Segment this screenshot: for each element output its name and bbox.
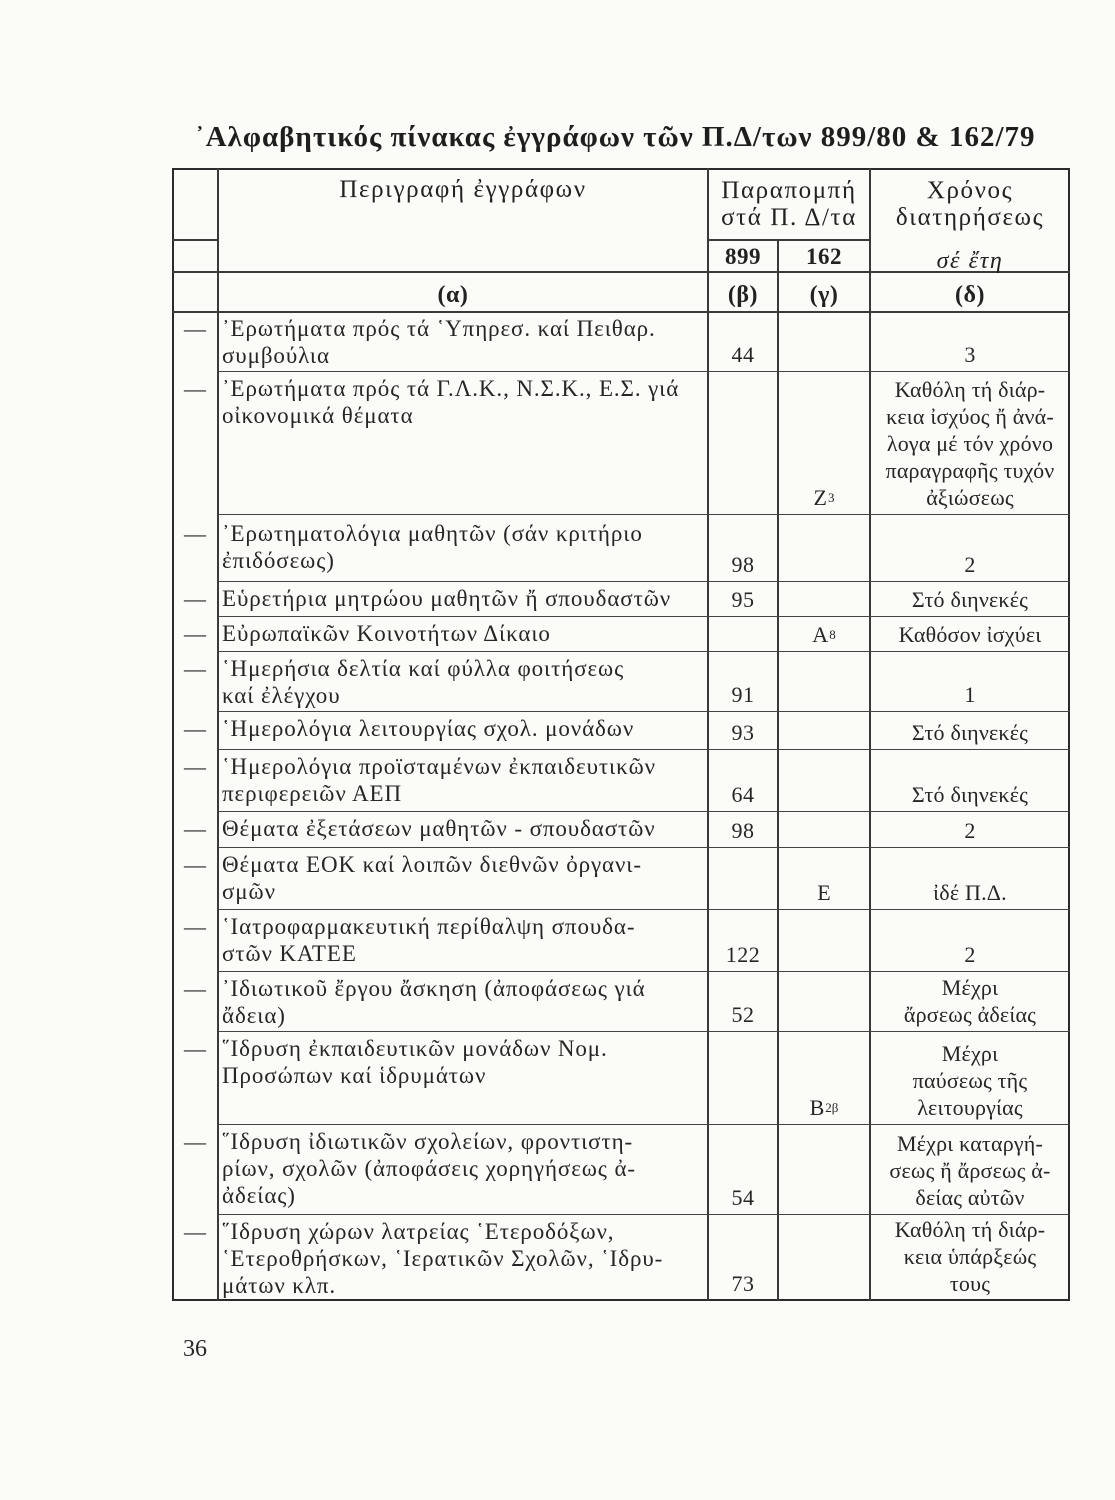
description-cell — [222, 848, 706, 909]
retention-line: ἄρσεως ἀδείας — [903, 1002, 1037, 1027]
pd-162-cell — [778, 582, 870, 616]
pd-162-index: 8 — [829, 627, 836, 642]
description-line: Θέματα ἐξετάσεων μαθητῶν - σπουδαστῶν — [222, 816, 656, 841]
header-description — [218, 176, 708, 203]
table-rule — [707, 239, 871, 241]
header-reference-line: στά Π. Δ/τα — [721, 204, 857, 231]
table-row — [184, 617, 1070, 652]
retention-line: σεως ἤ ἄρσεως ἀ- — [889, 1158, 1051, 1183]
table-row — [184, 1215, 1070, 1300]
description-line: σμῶν — [222, 879, 276, 904]
header-retention — [870, 177, 1070, 231]
description-line: οἰκονομικά θέματα — [222, 403, 414, 428]
pd-162-cell — [778, 812, 870, 847]
table-row — [184, 712, 1070, 750]
retention-line: Μέχρι καταργή- — [896, 1131, 1044, 1156]
pd-162-cell — [778, 910, 870, 971]
table-row — [184, 652, 1070, 712]
table-row — [184, 582, 1070, 617]
pd-162-letter: Ζ — [813, 485, 827, 510]
row-marker: — — [184, 1219, 206, 1244]
row-marker: — — [184, 1036, 206, 1061]
description-cell — [222, 582, 706, 616]
retention-line: κεια ὑπάρξεώς — [903, 1244, 1037, 1269]
retention-line: 2 — [964, 552, 976, 577]
description-line: μάτων κλπ. — [222, 1273, 337, 1298]
retention-line: Στό διηνεκές — [911, 587, 1029, 612]
retention-line: 2 — [964, 942, 976, 967]
pd-162-cell — [778, 1125, 870, 1214]
row-marker: — — [184, 816, 206, 841]
description-cell — [222, 1032, 706, 1124]
description-line: ᾿Ερωτήματα πρός τά Γ.Λ.Κ., Ν.Σ.Κ., Ε.Σ. γιά — [222, 376, 680, 401]
pd-162-value — [778, 621, 870, 648]
pd-899-cell — [708, 1125, 778, 1214]
description-cell — [222, 312, 706, 371]
pd-899-value: 52 — [731, 1002, 755, 1027]
table-row — [184, 1125, 1070, 1215]
retention-line: Μέχρι — [941, 1041, 999, 1066]
row-marker: — — [184, 621, 206, 646]
pd-162-cell — [778, 312, 870, 371]
description-line: ἐπιδόσεως) — [222, 548, 335, 573]
pd-162-cell — [778, 617, 870, 651]
retention-line: λογα μέ τόν χρόνο — [886, 431, 1054, 456]
description-line: συμβούλια — [222, 343, 330, 368]
page-number: 36 — [183, 1336, 207, 1362]
pd-162-value — [778, 484, 870, 511]
table-row — [184, 812, 1070, 848]
description-cell — [222, 972, 706, 1031]
row-marker: — — [184, 521, 206, 546]
table-rule — [172, 239, 218, 241]
retention-line: κεια ἰσχύος ἤ ἀνά- — [886, 404, 1054, 429]
retention-line: ἀξιώσεως — [926, 485, 1014, 510]
pd-162-index: 3 — [827, 490, 835, 505]
description-cell — [222, 652, 706, 711]
retention-cell — [870, 372, 1070, 514]
header-pd-162: 162 — [806, 244, 842, 269]
header-pd-899: 899 — [725, 244, 761, 269]
pd-162-letter: Ε — [817, 880, 831, 905]
pd-899-cell — [708, 848, 778, 909]
row-marker: — — [184, 914, 206, 939]
pd-899-cell — [708, 312, 778, 371]
pd-899-value: 98 — [731, 818, 755, 843]
header-reference-line: Παραπομπή — [721, 177, 857, 204]
retention-line: Καθόλη τή διάρ- — [894, 377, 1046, 402]
retention-line: λειτουργίας — [917, 1095, 1023, 1120]
description-line: περιφερειῶν ΑΕΠ — [222, 781, 402, 806]
row-marker: — — [184, 656, 206, 681]
table-row — [184, 515, 1070, 582]
table-row — [184, 972, 1070, 1032]
retention-cell — [870, 848, 1070, 909]
pd-162-cell — [778, 1032, 870, 1124]
description-line: Θέματα ΕΟΚ καί λοιπῶν διεθνῶν ὀργανι- — [222, 852, 642, 877]
description-line: ῞Ιδρυση ἐκπαιδευτικῶν μονάδων Νομ. — [222, 1036, 608, 1061]
retention-cell — [870, 1215, 1070, 1300]
pd-162-cell — [778, 1215, 870, 1300]
retention-line: τους — [949, 1271, 991, 1296]
retention-cell — [870, 1032, 1070, 1124]
description-cell — [222, 617, 706, 651]
retention-line: ἰδέ Π.Δ. — [933, 880, 1007, 905]
row-marker: — — [184, 716, 206, 741]
pd-899-cell — [708, 712, 778, 749]
retention-line: Καθόσον ἰσχύει — [898, 622, 1042, 647]
retention-line: παραγραφῆς τυχόν — [885, 458, 1055, 483]
pd-162-cell — [778, 515, 870, 581]
pd-899-value: 91 — [731, 682, 755, 707]
retention-cell — [870, 312, 1070, 371]
description-line: καί ἐλέγχου — [222, 683, 341, 708]
pd-899-cell — [708, 750, 778, 811]
description-cell — [222, 1215, 706, 1300]
description-cell — [222, 1125, 706, 1214]
row-marker: — — [184, 1129, 206, 1154]
retention-line: Στό διηνεκές — [911, 782, 1029, 807]
pd-899-cell — [708, 372, 778, 514]
row-marker: — — [184, 316, 206, 341]
pd-899-value: 93 — [731, 720, 755, 745]
pd-162-cell — [778, 652, 870, 711]
description-cell — [222, 712, 706, 749]
description-line: ῾Ημερολόγια λειτουργίας σχολ. μονάδων — [222, 716, 635, 741]
pd-162-letter: Α — [812, 622, 829, 647]
pd-899-value: 122 — [725, 942, 761, 967]
retention-line: Μέχρι — [941, 975, 999, 1000]
description-cell — [222, 750, 706, 811]
table-row — [184, 848, 1070, 910]
column-label-a: (α) — [437, 282, 469, 308]
pd-162-cell — [778, 372, 870, 514]
table-row — [184, 1032, 1070, 1125]
retention-cell — [870, 582, 1070, 616]
page-title: ᾿Αλφαβητικός πίνακας ἐγγράφων τῶν Π.Δ/των 899/80 & 162/79 — [195, 121, 1036, 153]
header-retention-line: διατηρήσεως — [895, 204, 1045, 231]
description-line: ᾿Ερωτηματολόγια μαθητῶν (σάν κριτήριο — [222, 521, 643, 546]
description-line: ἀδείας) — [222, 1183, 296, 1208]
description-cell — [222, 812, 706, 847]
description-cell — [222, 515, 706, 581]
pd-899-cell — [708, 1215, 778, 1300]
description-line: ρίων, σχολῶν (ἀποφάσεις χορηγήσεως ἀ- — [222, 1156, 636, 1181]
pd-162-cell — [778, 712, 870, 749]
table-row — [184, 372, 1070, 515]
pd-899-cell — [708, 652, 778, 711]
pd-899-cell — [708, 910, 778, 971]
retention-line: δείας αὐτῶν — [915, 1185, 1025, 1210]
pd-899-value: 64 — [731, 782, 755, 807]
description-cell — [222, 372, 706, 514]
pd-899-cell — [708, 617, 778, 651]
pd-899-value: 54 — [731, 1185, 755, 1210]
description-line: ᾿Ιδιωτικοῦ ἔργου ἄσκηση (ἀποφάσεως γιά — [222, 976, 646, 1001]
description-line: στῶν ΚΑΤΕΕ — [222, 941, 357, 966]
pd-162-letter: Β — [809, 1095, 825, 1120]
description-line: ᾿Ερωτήματα πρός τά ῾Υπηρεσ. καί Πειθαρ. — [222, 316, 656, 341]
description-line: Εὐρωπαϊκῶν Κοινοτήτων Δίκαιο — [222, 621, 551, 646]
pd-162-cell — [778, 972, 870, 1031]
retention-line: 1 — [964, 682, 976, 707]
row-marker: — — [184, 376, 206, 401]
header-reference — [708, 177, 870, 231]
pd-899-cell — [708, 972, 778, 1031]
description-line: ῞Ιδρυση χώρων λατρείας ῾Ετεροδόξων, — [222, 1219, 615, 1244]
pd-162-cell — [778, 750, 870, 811]
row-marker: — — [184, 976, 206, 1001]
header-description-label: Περιγραφή ἐγγράφων — [339, 176, 587, 203]
retention-cell — [870, 652, 1070, 711]
retention-cell — [870, 972, 1070, 1031]
description-line: ἄδεια) — [222, 1003, 286, 1028]
retention-cell — [870, 910, 1070, 971]
retention-line: Στό διηνεκές — [911, 720, 1029, 745]
column-label-d: (δ) — [955, 282, 985, 308]
description-line: ῾Ετεροθρήσκων, ῾Ιερατικῶν Σχολῶν, ῾Ιδρυ- — [222, 1246, 664, 1271]
pd-899-cell — [708, 1032, 778, 1124]
retention-cell — [870, 1125, 1070, 1214]
column-label-b: (β) — [727, 282, 759, 308]
description-line: Προσώπων καί ἱδρυμάτων — [222, 1063, 487, 1088]
row-marker: — — [184, 852, 206, 877]
pd-162-index: 2β — [825, 1100, 839, 1115]
table-row — [184, 750, 1070, 812]
retention-line: 2 — [964, 818, 976, 843]
description-line: Εὑρετήρια μητρώου μαθητῶν ἤ σπουδαστῶν — [222, 586, 672, 611]
pd-162-value — [778, 1094, 870, 1121]
table-row — [184, 312, 1070, 372]
table-row — [184, 910, 1070, 972]
pd-899-value: 44 — [731, 342, 755, 367]
description-line: ῞Ιδρυση ἰδιωτικῶν σχολείων, φροντιστη- — [222, 1129, 634, 1154]
retention-cell — [870, 750, 1070, 811]
retention-line: παύσεως τῆς — [912, 1068, 1028, 1093]
retention-cell — [870, 515, 1070, 581]
retention-cell — [870, 712, 1070, 749]
pd-899-cell — [708, 582, 778, 616]
pd-899-cell — [708, 515, 778, 581]
pd-899-value: 73 — [731, 1271, 755, 1296]
pd-899-value: 98 — [731, 552, 755, 577]
header-retention-unit: σέ ἔτη — [936, 248, 1004, 274]
description-line: ῾Ημερολόγια προϊσταμένων ἐκπαιδευτικῶν — [222, 754, 656, 779]
header-retention-line: Χρόνος — [926, 177, 1014, 204]
description-cell — [222, 910, 706, 971]
description-line: ῾Ημερήσια δελτία καί φύλλα φοιτήσεως — [222, 656, 625, 681]
row-marker: — — [184, 754, 206, 779]
row-marker: — — [184, 586, 206, 611]
retention-cell — [870, 812, 1070, 847]
pd-899-value: 95 — [731, 587, 755, 612]
description-line: ῾Ιατροφαρμακευτική περίθαλψη σπουδα- — [222, 914, 636, 939]
pd-899-cell — [708, 812, 778, 847]
retention-line: 3 — [964, 342, 976, 367]
retention-line: Καθόλη τή διάρ- — [894, 1217, 1046, 1242]
pd-162-cell — [778, 848, 870, 909]
retention-cell — [870, 617, 1070, 651]
pd-162-value — [778, 879, 870, 906]
column-label-c: (γ) — [809, 282, 839, 308]
